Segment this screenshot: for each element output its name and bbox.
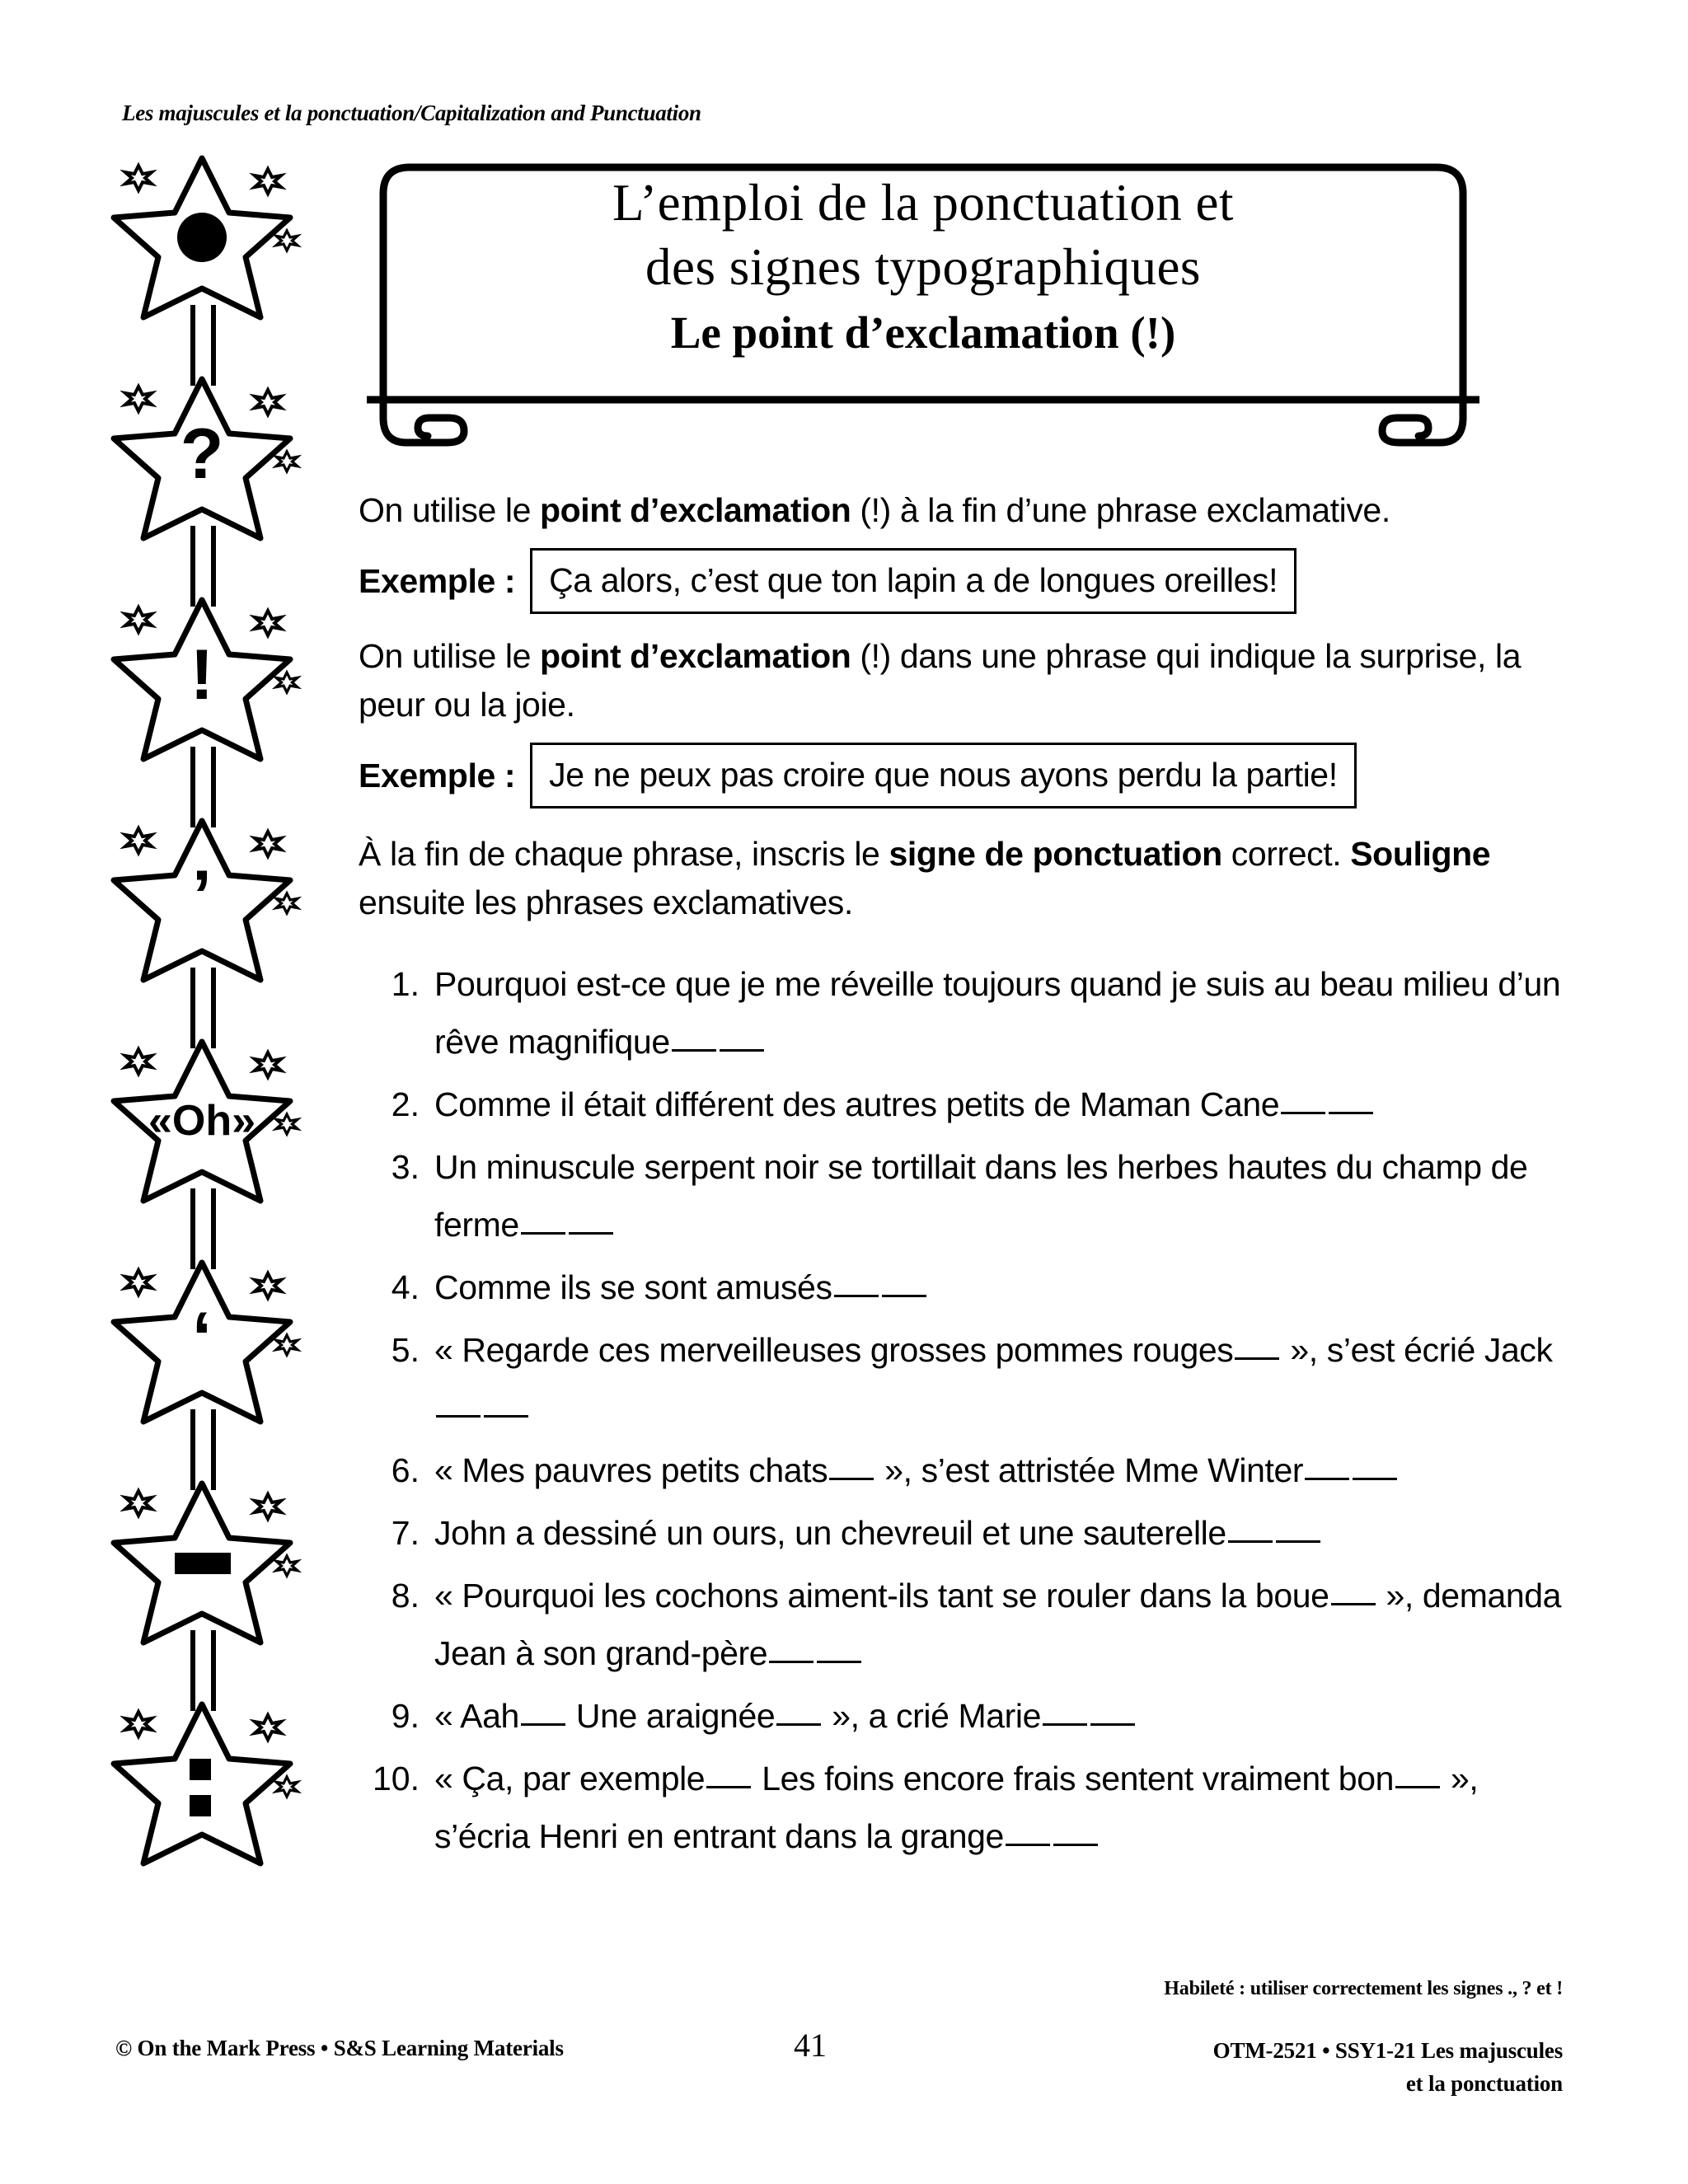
question-text xyxy=(434,1750,1562,1865)
banner-title-line1: L’emploi de la ponctuation et xyxy=(612,174,1234,232)
example-box-1: Ça alors, c’est que ton lapin a de longues oreilles! xyxy=(530,548,1296,614)
question-item xyxy=(359,1750,1562,1865)
answer-blank[interactable] xyxy=(1281,1112,1325,1114)
rule-paragraph-2 xyxy=(359,632,1562,729)
worksheet-body xyxy=(359,486,1562,1870)
running-head: Les majuscules et la ponctuation/Capitalization and Punctuation xyxy=(122,101,701,125)
question-segment: « Mes pauvres petits chats xyxy=(434,1451,828,1489)
svg-text:?: ? xyxy=(180,415,224,494)
answer-blank[interactable] xyxy=(829,1478,874,1480)
question-segment: « Aah xyxy=(434,1697,519,1735)
example-label-1: Exemple : xyxy=(359,561,516,600)
rule-2-before: On utilise le xyxy=(359,637,541,675)
answer-blank[interactable] xyxy=(1276,1540,1320,1543)
instruction-part1: À la fin de chaque phrase, inscris le xyxy=(359,835,889,873)
answer-blank[interactable] xyxy=(569,1232,613,1235)
answer-blank[interactable] xyxy=(1331,1603,1376,1605)
question-number: 7. xyxy=(391,1514,420,1552)
rule-1-after: (!) à la fin d’une phrase exclamative. xyxy=(851,491,1390,529)
question-number: 10. xyxy=(373,1760,420,1797)
star-decoration-column xyxy=(99,148,305,2003)
answer-blank[interactable] xyxy=(769,1661,814,1663)
banner-title-block xyxy=(408,171,1438,363)
question-segment: Comme il était différent des autres petits de Maman Cane xyxy=(434,1085,1280,1123)
star-badge-question-mark xyxy=(99,369,305,526)
banner-subtitle: Le point d’exclamation (!) xyxy=(670,307,1176,358)
svg-text:‘: ‘ xyxy=(192,1298,212,1377)
question-text xyxy=(434,1076,1562,1133)
answer-blank[interactable] xyxy=(1235,1357,1279,1360)
question-segment: », s’est écrié Jack xyxy=(1281,1331,1553,1369)
answer-blank[interactable] xyxy=(672,1049,716,1052)
answer-blank[interactable] xyxy=(834,1295,879,1297)
question-item xyxy=(359,955,1562,1071)
title-banner xyxy=(359,152,1488,457)
rule-1-bold: point d’exclamation xyxy=(540,491,851,529)
question-text xyxy=(434,1567,1562,1682)
footer-copyright: © On the Mark Press • S&S Learning Materials xyxy=(115,2036,564,2060)
example-row-2 xyxy=(359,743,1562,808)
footer-page-number: 41 xyxy=(794,2027,827,2064)
star-badge-dash xyxy=(99,1474,305,1630)
answer-blank[interactable] xyxy=(1228,1540,1273,1543)
question-text xyxy=(434,1321,1562,1436)
question-text xyxy=(434,1504,1562,1562)
answer-blank[interactable] xyxy=(484,1415,528,1418)
instruction-bold2: Souligne xyxy=(1350,835,1491,873)
question-segment: « Regarde ces merveilleuses grosses pommes rouges xyxy=(434,1331,1234,1369)
answer-blank[interactable] xyxy=(817,1661,861,1663)
question-number: 3. xyxy=(391,1148,420,1186)
exercise-question-list xyxy=(359,955,1562,1865)
question-number: 9. xyxy=(391,1697,420,1735)
star-badge-quotation-marks xyxy=(99,1032,305,1188)
question-item xyxy=(359,1321,1562,1436)
question-segment: », demanda Jean à son grand-père xyxy=(434,1577,1562,1672)
question-number: 8. xyxy=(391,1577,420,1615)
example-label-2: Exemple : xyxy=(359,756,516,794)
banner-title-line2: des signes typographiques xyxy=(645,238,1201,296)
question-number: 1. xyxy=(391,965,420,1003)
answer-blank[interactable] xyxy=(1006,1844,1050,1846)
rule-1-before: On utilise le xyxy=(359,491,541,529)
question-segment: », a crié Marie xyxy=(823,1697,1042,1735)
question-segment: « Ça, par exemple xyxy=(434,1760,706,1797)
star-badge-exclamation-mark xyxy=(99,590,305,747)
question-item xyxy=(359,1076,1562,1133)
question-item xyxy=(359,1567,1562,1682)
example-box-2: Je ne peux pas croire que nous ayons perdu la partie! xyxy=(530,743,1357,808)
instruction-bold1: signe de ponctuation xyxy=(889,835,1222,873)
instruction-part2: correct. xyxy=(1221,835,1351,873)
answer-blank[interactable] xyxy=(1395,1786,1440,1788)
star-badge-comma xyxy=(99,811,305,968)
answer-blank[interactable] xyxy=(1043,1723,1087,1726)
question-text xyxy=(434,955,1562,1071)
star-badge-colon xyxy=(99,1694,305,1851)
svg-text:«Oh»: «Oh» xyxy=(148,1097,256,1145)
footer-product-line1: OTM-2521 • SSY1-21 Les majuscules xyxy=(1212,2038,1563,2063)
skill-note: Habileté : utiliser correctement les signes ., ? et ! xyxy=(1164,1978,1563,1999)
star-badge-period xyxy=(99,148,305,305)
answer-blank[interactable] xyxy=(706,1786,751,1788)
question-segment: Pourquoi est-ce que je me réveille toujours quand je suis au beau milieu d’un rêve magnifique xyxy=(434,965,1561,1061)
footer-product-line2: et la ponctuation xyxy=(1405,2071,1563,2096)
answer-blank[interactable] xyxy=(776,1723,821,1726)
rule-paragraph-1 xyxy=(359,486,1562,535)
answer-blank[interactable] xyxy=(1090,1723,1135,1726)
rule-2-bold: point d’exclamation xyxy=(540,637,851,675)
answer-blank[interactable] xyxy=(1353,1478,1397,1480)
footer-product-code xyxy=(1213,2034,1563,2100)
question-segment: Comme ils se sont amusés xyxy=(434,1268,832,1306)
question-item xyxy=(359,1138,1562,1254)
instruction-paragraph xyxy=(359,830,1562,927)
answer-blank[interactable] xyxy=(1329,1112,1373,1114)
question-segment: », s’est attristée Mme Winter xyxy=(875,1451,1304,1489)
question-segment: Les foins encore frais sentent vraiment bon xyxy=(753,1760,1394,1797)
question-text xyxy=(434,1138,1562,1254)
answer-blank[interactable] xyxy=(521,1232,565,1235)
question-text xyxy=(434,1258,1562,1316)
star-badge-apostrophe xyxy=(99,1253,305,1409)
svg-text:’: ’ xyxy=(192,856,212,935)
question-item xyxy=(359,1441,1562,1499)
question-segment: Une araignée xyxy=(566,1697,776,1735)
answer-blank[interactable] xyxy=(1053,1844,1098,1846)
answer-blank[interactable] xyxy=(1305,1478,1349,1480)
answer-blank[interactable] xyxy=(882,1295,926,1297)
question-item xyxy=(359,1687,1562,1745)
question-number: 6. xyxy=(391,1451,420,1489)
question-number: 5. xyxy=(391,1331,420,1369)
question-text xyxy=(434,1441,1562,1499)
answer-blank[interactable] xyxy=(720,1049,764,1052)
instruction-part3: ensuite les phrases exclamatives. xyxy=(359,883,853,921)
question-text xyxy=(434,1687,1562,1745)
question-segment: », s’écria Henri en entrant dans la grange xyxy=(434,1760,1479,1855)
question-segment: Un minuscule serpent noir se tortillait dans les herbes hautes du champ de ferme xyxy=(434,1148,1528,1244)
answer-blank[interactable] xyxy=(436,1415,481,1418)
question-segment: « Pourquoi les cochons aiment-ils tant se rouler dans la boue xyxy=(434,1577,1329,1615)
svg-text:!: ! xyxy=(190,635,214,715)
question-item xyxy=(359,1504,1562,1562)
answer-blank[interactable] xyxy=(521,1723,565,1726)
question-number: 4. xyxy=(391,1268,420,1306)
question-item xyxy=(359,1258,1562,1316)
question-segment: John a dessiné un ours, un chevreuil et une sauterelle xyxy=(434,1514,1226,1552)
rule-2-after: (!) dans une phrase qui indique la surprise, la peur ou la joie. xyxy=(359,637,1522,724)
question-number: 2. xyxy=(391,1085,420,1123)
example-row-1 xyxy=(359,548,1562,614)
